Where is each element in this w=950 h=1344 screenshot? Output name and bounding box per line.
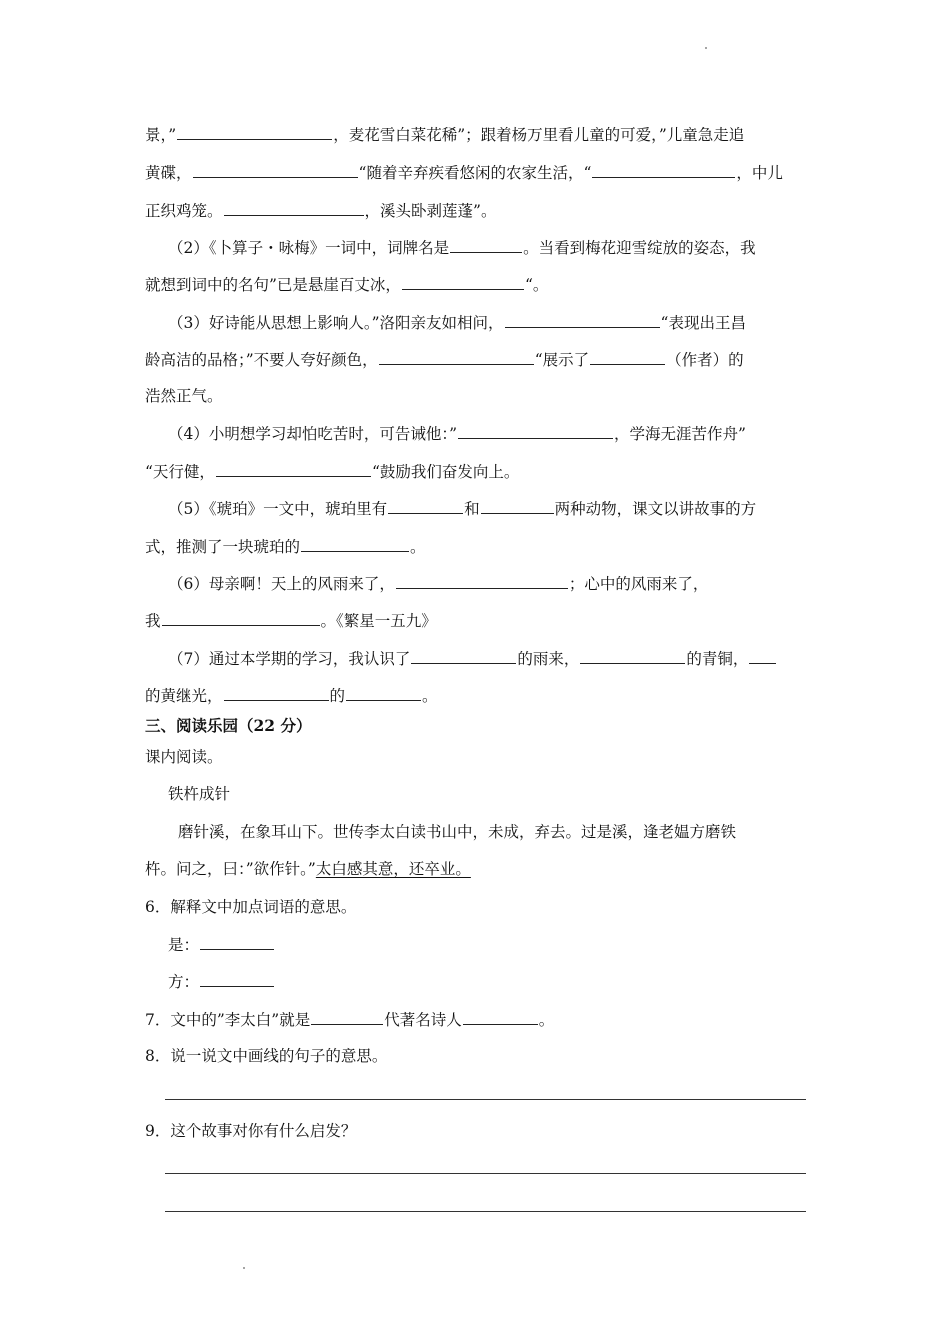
question-7 (145, 1009, 554, 1030)
poem-line-2 (145, 162, 783, 183)
answer-blank[interactable] (590, 349, 665, 365)
text: （7）通过本学期的学习，我认识了 (168, 650, 411, 668)
poem-line-7 (145, 349, 744, 370)
poem-line-16 (145, 685, 438, 706)
poem-line-9 (168, 423, 746, 444)
poem-line-8: 浩然正气。 (145, 387, 223, 405)
text: 。 (538, 1011, 555, 1029)
text: 龄高洁的品格；”不要人夸好颜色， (145, 351, 378, 369)
answer-blank[interactable] (301, 536, 409, 552)
answer-blank[interactable] (388, 498, 463, 514)
text: 7．文中的”李太白”就是 (145, 1011, 311, 1029)
poem-line-4 (168, 237, 756, 258)
text: （4）小明想学习却怕吃苦时，可告诫他：” (168, 425, 458, 443)
text: ，中儿 (736, 164, 783, 182)
answer-blank[interactable] (749, 648, 776, 664)
question-6-a (168, 934, 275, 955)
text: 。 (410, 538, 426, 556)
question-8: 8．说一说文中画线的句子的意思。 (145, 1047, 388, 1065)
answer-blank[interactable] (450, 237, 522, 253)
answer-line[interactable] (165, 1211, 806, 1212)
text: “天行健， (145, 463, 215, 481)
text: ，麦花雪白菜花稀”；跟着杨万里看儿童的可爱，”儿童急走追 (333, 126, 745, 144)
poem-line-1 (145, 124, 744, 145)
answer-blank[interactable] (193, 162, 358, 178)
text: （作者）的 (666, 351, 744, 369)
answer-blank[interactable] (411, 648, 516, 664)
answer-blank[interactable] (224, 200, 364, 216)
text: “鼓励我们奋发向上。 (371, 463, 520, 481)
answer-blank[interactable] (200, 934, 274, 950)
text: 的青铜， (686, 650, 749, 668)
answer-blank[interactable] (216, 461, 371, 477)
text: ，溪头卧剥莲蓬”。 (364, 202, 497, 220)
text: “。 (524, 276, 549, 294)
text: ，学海无涯苦作舟” (614, 425, 746, 443)
text: “展示了 (534, 351, 590, 369)
text: 和 (464, 500, 480, 518)
text: 。当看到梅花迎雪绽放的姿态，我 (523, 239, 756, 257)
text: ；心中的风雨来了， (568, 575, 709, 593)
text: “表现出王昌 (660, 314, 746, 332)
text: （3）好诗能从思想上影响人。”洛阳亲友如相问， (168, 314, 504, 332)
question-6-b (168, 971, 275, 992)
question-9: 9．这个故事对你有什么启发？ (145, 1122, 357, 1140)
text: 的黄继光， (145, 687, 223, 705)
text: 的 (329, 687, 346, 705)
text: 杵。问之，曰：”欲作针。” (145, 860, 316, 878)
poem-line-3 (145, 200, 496, 221)
question-6: 6．解释文中加点词语的意思。 (145, 898, 357, 916)
answer-line[interactable] (165, 1173, 806, 1174)
passage-line-1: 磨针溪，在象耳山下。世传李太白读书山中，未成，弃去。过是溪，逢老媪方磨铁 (178, 823, 737, 841)
passage-line-2 (145, 859, 471, 879)
text: 景，” (145, 126, 177, 144)
passage-title: 铁杵成针 (168, 785, 231, 803)
answer-blank[interactable] (224, 685, 329, 701)
text: 就想到词中的名句”已是悬崖百丈冰， (145, 276, 401, 294)
poem-line-10 (145, 461, 519, 482)
text: 是： (168, 936, 200, 954)
answer-blank[interactable] (592, 162, 735, 178)
text: 的雨来， (517, 650, 580, 668)
text: 黄碟， (145, 164, 192, 182)
section-3-intro: 课内阅读。 (145, 748, 223, 766)
text: 代著名诗人 (384, 1011, 462, 1029)
poem-line-5 (145, 274, 548, 295)
answer-line[interactable] (165, 1099, 806, 1100)
poem-line-14 (145, 610, 437, 631)
text: 两种动物，课文以讲故事的方 (554, 500, 757, 518)
poem-line-11 (168, 498, 756, 519)
answer-blank[interactable] (396, 573, 568, 589)
text: 。 (422, 687, 438, 705)
text: 正织鸡笼。 (145, 202, 223, 220)
answer-blank[interactable] (177, 124, 332, 140)
poem-line-12 (145, 536, 426, 557)
page-dot (705, 47, 707, 49)
text: （2）《卜算子・咏梅》一词中，词牌名是 (168, 239, 450, 257)
text: 方： (168, 973, 200, 991)
page-dot (243, 1267, 245, 1269)
poem-line-13 (168, 573, 708, 594)
poem-line-6 (168, 312, 746, 333)
answer-blank[interactable] (463, 1009, 538, 1025)
text: （6）母亲啊！天上的风雨来了， (168, 575, 395, 593)
text: 。《繁星一五九》 (320, 612, 437, 630)
text: （5）《琥珀》一文中，琥珀里有 (168, 500, 388, 518)
answer-blank[interactable] (200, 971, 274, 987)
answer-blank[interactable] (162, 610, 320, 626)
answer-blank[interactable] (580, 648, 685, 664)
text: 我 (145, 612, 161, 630)
answer-blank[interactable] (458, 423, 613, 439)
text: “随着辛弃疾看悠闲的农家生活，“ (358, 164, 592, 182)
answer-blank[interactable] (346, 685, 421, 701)
answer-blank[interactable] (481, 498, 554, 514)
answer-blank[interactable] (505, 312, 660, 328)
underlined-sentence: 太白感其意，还卒业。 (315, 860, 471, 878)
answer-blank[interactable] (379, 349, 534, 365)
answer-blank[interactable] (402, 274, 524, 290)
section-3-title: 三、阅读乐园（22 分） (145, 716, 312, 735)
text: 式，推测了一块琥珀的 (145, 538, 301, 556)
answer-blank[interactable] (311, 1009, 383, 1025)
poem-line-15 (168, 648, 777, 669)
